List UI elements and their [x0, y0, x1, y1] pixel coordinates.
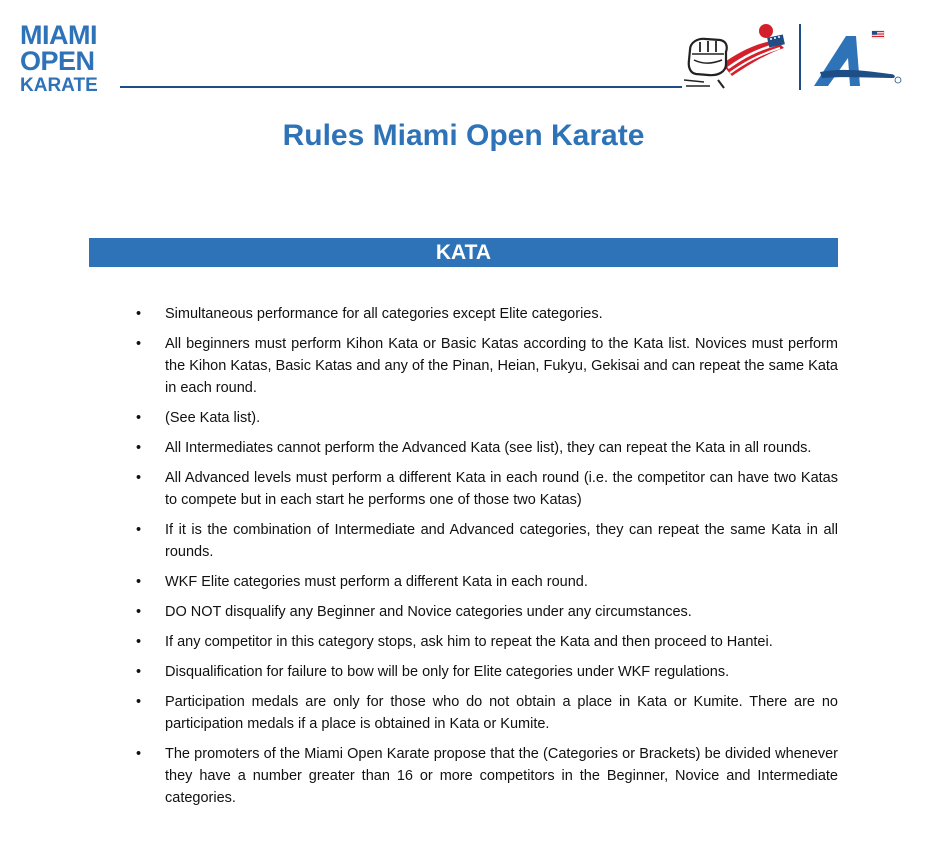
bullet-icon: •	[136, 604, 142, 620]
logo-line-3: KARATE	[20, 75, 98, 96]
list-item	[134, 407, 838, 429]
rule-text: The promoters of the Miami Open Karate propose that the (Categories or Brackets) be divided whenever they have a number greater than 16 or more competitors in the Beginner, Novice and Intermediate categories.	[165, 746, 838, 806]
bullet-icon: •	[136, 664, 142, 680]
page-title: Rules Miami Open Karate	[282, 119, 645, 152]
list-item	[134, 333, 838, 399]
list-item	[134, 519, 838, 563]
rule-text: DO NOT disqualify any Beginner and Novice categories under any circumstances.	[165, 604, 692, 620]
list-item	[134, 303, 838, 325]
list-item	[134, 743, 838, 809]
list-item	[134, 437, 838, 459]
us-flag-icon	[872, 31, 884, 38]
bullet-icon: •	[136, 694, 142, 710]
list-item	[134, 661, 838, 683]
rule-text: All Intermediates cannot perform the Advanced Kata (see list), they can repeat the Kata in all rounds.	[165, 440, 812, 456]
logo-divider	[799, 24, 801, 90]
miami-open-karate-logo	[20, 22, 98, 95]
rule-text: All Advanced levels must perform a different Kata in each round (i.e. the competitor can have two Katas to compete but in each start he performs one of those two Katas)	[165, 470, 838, 508]
rule-text: If any competitor in this category stops, ask him to repeat the Kata and then proceed to Hantei.	[165, 634, 773, 650]
bullet-icon: •	[136, 440, 142, 456]
bullet-icon: •	[136, 470, 142, 486]
bullet-icon: •	[136, 634, 142, 650]
header-rule	[120, 86, 682, 88]
bullet-icon: •	[136, 522, 142, 538]
rule-text: WKF Elite categories must perform a different Kata in each round.	[165, 574, 588, 590]
rule-text: Simultaneous performance for all categories except Elite categories.	[165, 306, 603, 322]
rule-text: If it is the combination of Intermediate and Advanced categories, they can repeat the same Kata in all rounds.	[165, 522, 838, 560]
fist-kick-logo-icon	[684, 22, 794, 92]
rule-text: (See Kata list).	[165, 410, 261, 426]
bullet-icon: •	[136, 746, 142, 762]
bullet-icon: •	[136, 574, 142, 590]
bullet-icon: •	[136, 306, 142, 322]
section-header-kata: KATA	[89, 238, 838, 267]
bullet-icon: •	[136, 336, 142, 352]
bullet-icon: •	[136, 410, 142, 426]
logo-line-2: OPEN	[20, 46, 95, 76]
rule-text: Disqualification for failure to bow will be only for Elite categories under WKF regulations.	[165, 664, 730, 680]
list-item	[134, 631, 838, 653]
logo-line-1: MIAMI	[20, 20, 97, 50]
list-item	[134, 691, 838, 735]
kata-rules-list	[134, 303, 838, 817]
list-item	[134, 571, 838, 593]
list-item	[134, 467, 838, 511]
rule-text: Participation medals are only for those who do not obtain a place in Kata or Kumite. There are no participation medals if a place is obtained in Kata or Kumite.	[165, 694, 838, 732]
rule-text: All beginners must perform Kihon Kata or Basic Katas according to the Kata list. Novices must perform the Kihon Katas, Basic Katas and any of the Pinan, Heian, Fukyu, Gekisai and can repeat the same Kata in each round.	[165, 336, 838, 396]
list-item	[134, 601, 838, 623]
a-logo-icon	[810, 28, 910, 90]
